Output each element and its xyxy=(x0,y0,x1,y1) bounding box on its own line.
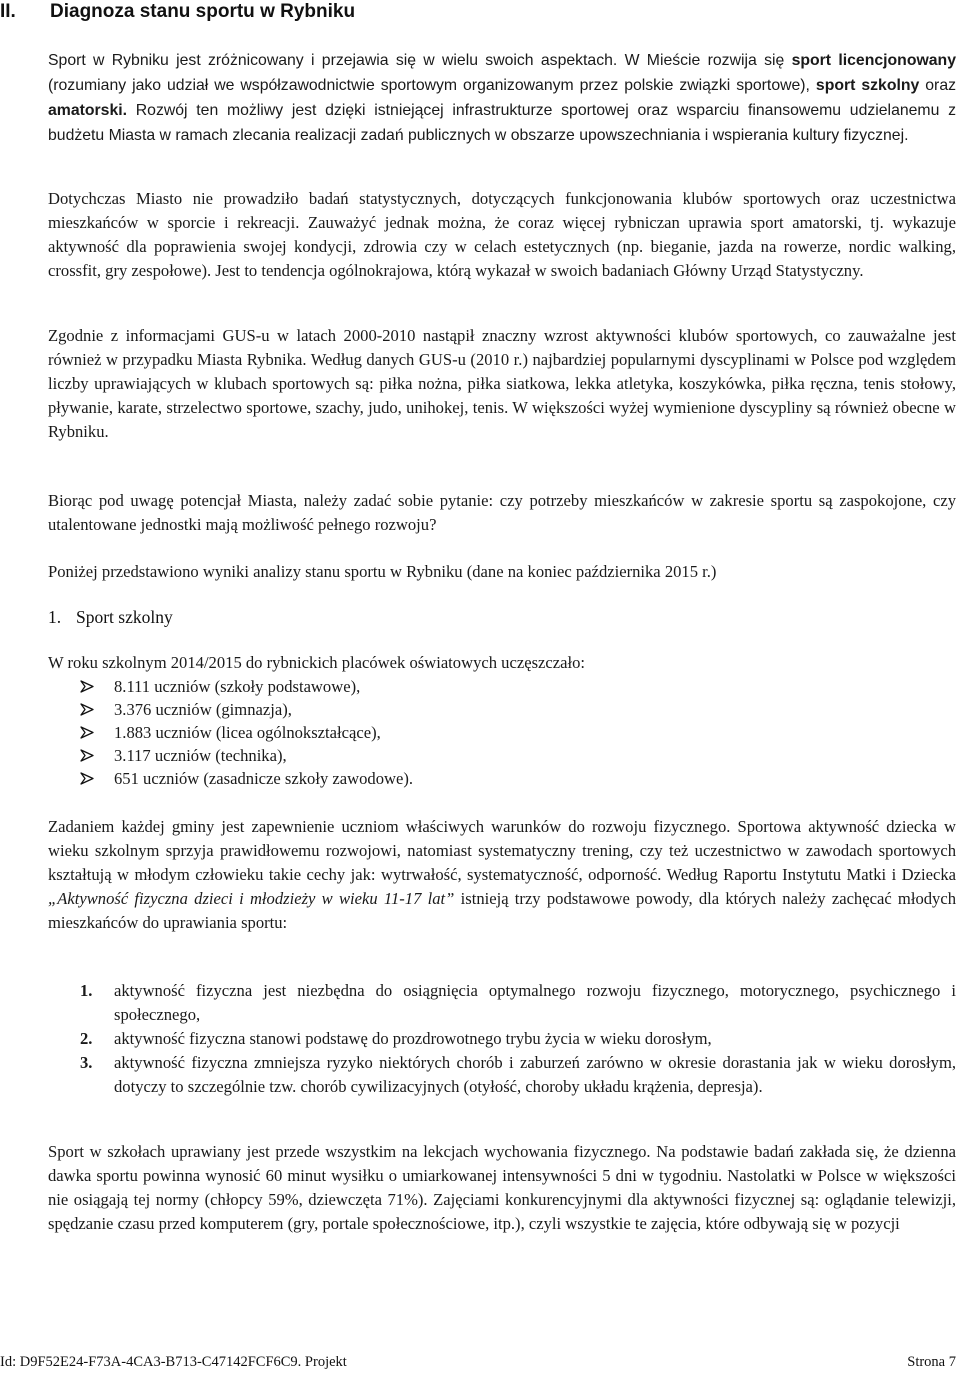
list-item: 1.883 uczniów (licea ogólnokształcące), xyxy=(72,721,413,744)
paragraph-gus: Zgodnie z informacjami GUS-u w latach 2000-2010 nastąpił znaczny wzrost aktywności klubów sportowych, co zauważalne jest również w przypadku Miasta Rybnika. Według danych GUS-u (2010 r.) najbardziej popularnymi dyscyplinami w Polsce pod względem liczby uprawiających w klubach sportowych są: piłka nożna, piłka siatkowa, lekka atletyka, koszykówka, piłka ręczna, tenis stołowy, pływanie, karate, strzelectwo sportowe, szachy, judo, unihokej, tenis. W większości wyżej wymienione dyscypliny są również obecne w Rybniku. xyxy=(48,326,956,441)
list-item: 8.111 uczniów (szkoły podstawowe), xyxy=(72,675,413,698)
students-intro: W roku szkolnym 2014/2015 do rybnickich placówek oświatowych uczęszczało: xyxy=(48,653,586,672)
arrowhead-bullet-icon xyxy=(80,680,94,693)
list-item: 3. aktywność fizyczna zmniejsza ryzyko niektórych chorób i zaburzeń zarówno w okresie dorastania jak w wieku dorosłym, dotyczy to szczególnie tzw. chorób cywilizacyjnych (otyłość, choroby układu krążenia, depresja). xyxy=(80,1053,956,1096)
paragraph-research: Dotychczas Miasto nie prowadziło badań statystycznych, dotyczących funkcjonowania klubów sportowych oraz uczestnictwa mieszkańców w sporcie i rekreacji. Zauważyć jednak można, że coraz więcej rybniczan uprawia sport amatorski, tj. wykazuje aktywność dla poprawienia swojej kondycji, zdrowia czy w celach estetycznych (np. bieganie, jazda na rowerze, nordic walking, crossfit, gry zespołowe). Jest to tendencja ogólnokrajowa, którą wykazał w swoich badaniach Główny Urząd Statystyczny. xyxy=(48,189,956,280)
intro-bold-school: sport szkolny xyxy=(815,77,920,94)
paragraph-question: Biorąc pod uwagę potencjał Miasta, należy zadać sobie pytanie: czy potrzeby mieszkańców w zakresie sportu są zaspokojone, czy utalentowane jednostki mają możliwość pełnego rozwoju? xyxy=(48,491,956,534)
section-heading xyxy=(0,0,355,24)
list-item: 2. aktywność fizyczna stanowi podstawę do prozdrowotnego trybu życia w wieku dorosłym, xyxy=(80,1029,712,1048)
arrowhead-bullet-icon xyxy=(80,772,94,785)
document-id: Id: D9F52E24-F73A-4CA3-B713-C47142FCF6C9. Projekt xyxy=(0,1354,347,1370)
subsection-title: Sport szkolny xyxy=(76,607,173,627)
section-title: Diagnoza stanu sportu w Rybniku xyxy=(50,1,356,22)
subsection-heading xyxy=(48,605,173,629)
arrowhead-bullet-icon xyxy=(80,703,94,716)
students-list xyxy=(72,675,413,790)
page-number: Strona 7 xyxy=(907,1354,956,1370)
list-item: 1. aktywność fizyczna jest niezbędna do osiągnięcia optymalnego rozwoju fizycznego, motorycznego, psychicznego i społecznego, xyxy=(80,981,956,1024)
list-item: 651 uczniów (zasadnicze szkoły zawodowe). xyxy=(72,767,413,790)
paragraph-municipal-task: Zadaniem każdej gminy jest zapewnienie uczniom właściwych warunków do rozwoju fizycznego. Sportowa aktywność dziecka w wieku szkolnym sprzyja prawidłowemu rozwojowi, natomiast systematyczny trening, czy też uczestnictwo w zawodach sportowych kształtują w młodym człowieku takie cechy jak: wytrwałość, systematyczność, odporność. Według Raportu Instytutu Matki i Dziecka „Aktywność fizyczna dzieci i młodzieży w wieku 11-17 lat” istnieją trzy podstawowe powody, dla których należy zachęcać młodych mieszkańców do uprawiania sportu: xyxy=(48,817,957,932)
reasons-list xyxy=(80,979,956,1099)
paragraph-results-intro: Poniżej przedstawiono wyniki analizy stanu sportu w Rybniku (dane na koniec października 2015 r.) xyxy=(48,562,717,581)
list-item: 3.376 uczniów (gimnazja), xyxy=(72,698,413,721)
report-title: „Aktywność fizyczna dzieci i młodzieży w wieku 11-17 lat” xyxy=(48,889,455,908)
arrowhead-bullet-icon xyxy=(80,749,94,762)
list-item: 3.117 uczniów (technika), xyxy=(72,744,413,767)
intro-paragraph: Sport w Rybniku jest zróżnicowany i przejawia się w wielu swoich aspektach. W Mieście rozwija się sport licencjonowany (rozumiany jako udział we współzawodnictwie sportowym organizowanym przez polskie związki sportowe), sport szkolny oraz amatorski. Rozwój ten możliwy jest dzięki istniejącej infrastrukturze sportowej oraz wsparciu finansowemu udzielanemu z budżetu Miasta w ramach zlecania realizacji zadań publicznych w obszarze upowszechniania i wspierania kultury fizycznej. xyxy=(48,52,956,144)
subsection-number: 1. xyxy=(48,607,62,627)
intro-bold-amateur: amatorski. xyxy=(48,102,128,119)
section-number: II. xyxy=(0,1,16,22)
arrowhead-bullet-icon xyxy=(80,726,94,739)
page-footer xyxy=(0,1352,960,1372)
paragraph-school-sport: Sport w szkołach uprawiany jest przede wszystkim na lekcjach wychowania fizycznego. Na podstawie badań zakłada się, że dzienna dawka sportu powinna wynosić 60 minut wysiłku o umiarkowanej intensywności 5 dni w tygodniu. Nastolatki w Polsce w większości nie osiągają tej normy (chłopcy 59%, dziewczęta 71%). Zajęciami konkurencyjnymi dla aktywności fizycznej są: oglądanie telewizji, spędzanie czasu przed komputerem (gry, portale społecznościowe, itp.), czyli wszystkie te zajęcia, które odbywają się w pozycji xyxy=(48,1142,956,1233)
intro-bold-licensed: sport licencjonowany xyxy=(791,52,956,69)
